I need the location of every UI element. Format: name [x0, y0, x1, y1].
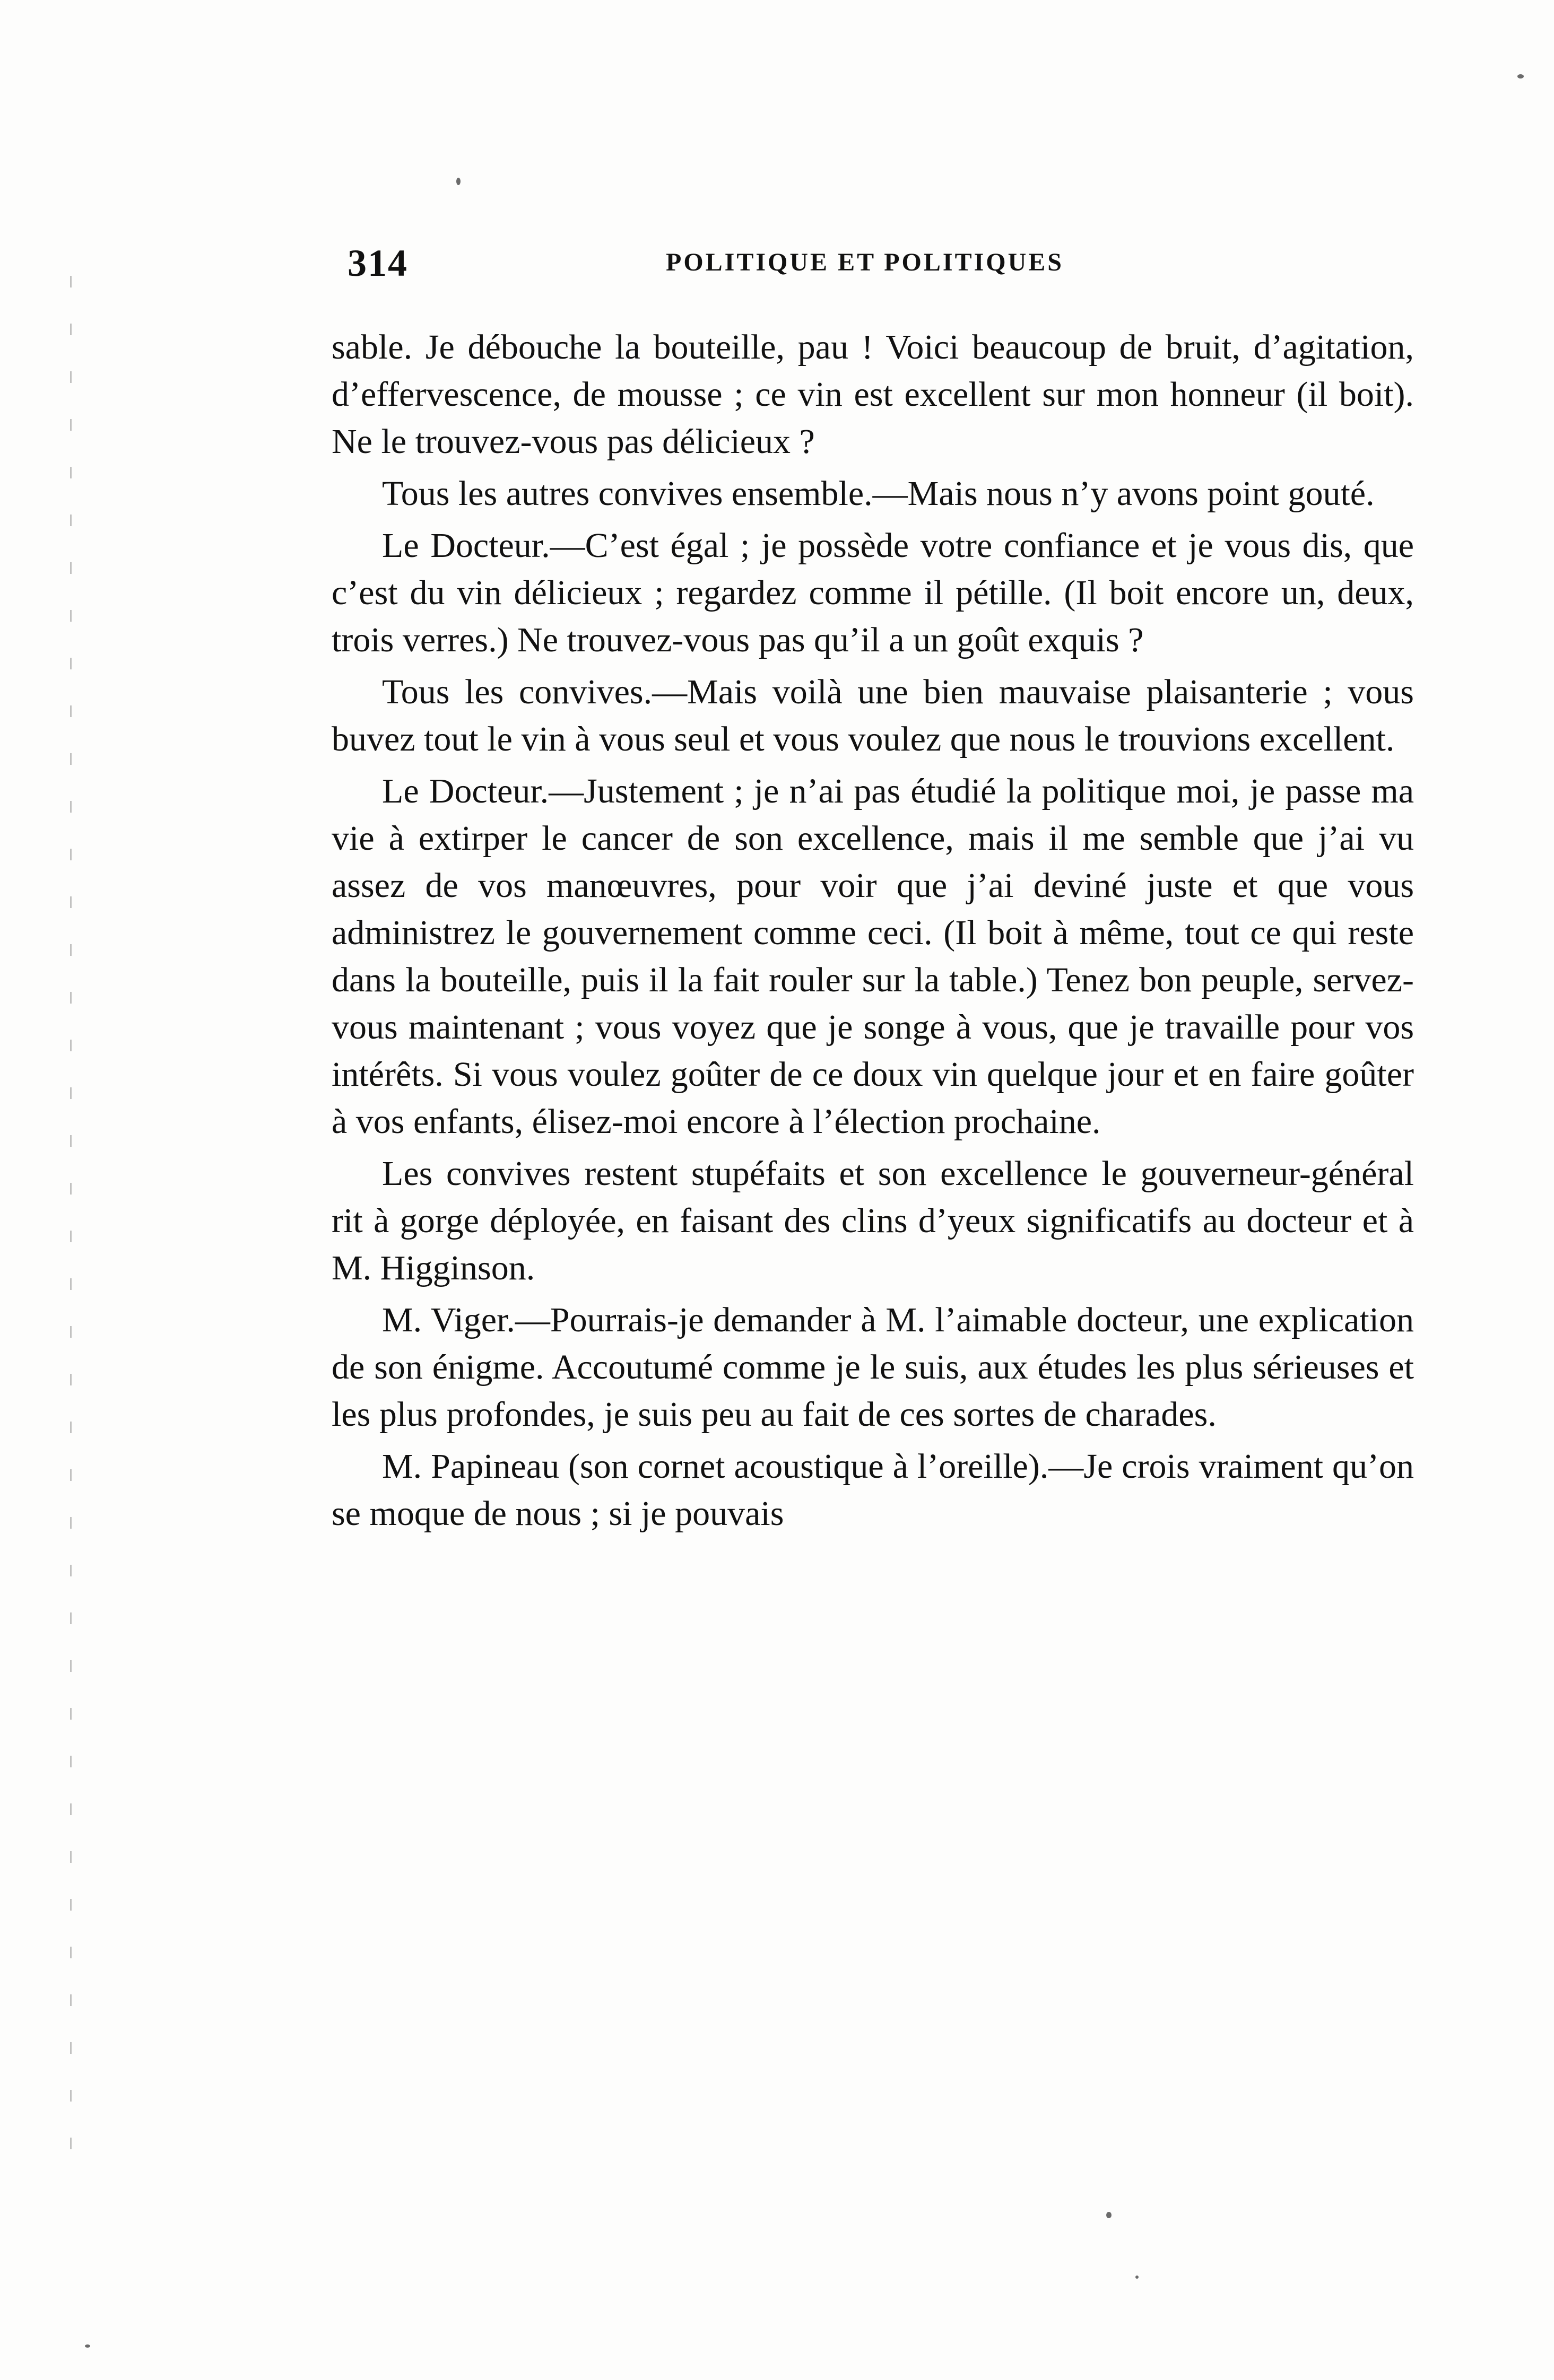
scan-speck [1517, 74, 1524, 79]
paragraph-papineau: M. Papineau (son cornet acoustique à l’oreille).—Je crois vraiment qu’on se moque de nous ; si je pouvais [332, 1447, 1414, 1533]
paragraph-convives-ensemble: Tous les autres convives ensemble.—Mais nous n’y avons point gouté. [382, 474, 1375, 513]
page-header [348, 241, 1414, 300]
scan-speck [85, 2344, 90, 2348]
scan-speck [1106, 2212, 1112, 2218]
body-text [332, 324, 1414, 1537]
running-head: POLITIQUE ET POLITIQUES [666, 248, 1064, 276]
paragraph-docteur-2: Le Docteur.—Justement ; je n’ai pas étudié la politique moi, je passe ma vie à extirper le cancer de son excellence, mais il me semble que j’ai vu assez de vos manœuvres, pour voir que j’ai deviné juste et que vous administrez le gouvernement comme ceci. (Il boit à même, tout ce qui reste dans la bouteille, puis il la fait rouler sur la table.) Tenez bon peuple, servez-vous maintenant ; vous voyez que je songe à vous, que je travaille pour vos intérêts. Si vous voulez goûter de ce doux vin quelque jour et en faire goûter à vos enfants, élisez-moi encore à l’élection prochaine. [332, 772, 1414, 1141]
paragraph-convives: Tous les convives.—Mais voilà une bien mauvaise plaisanterie ; vous buvez tout le vin à vous seul et vous voulez que nous le trouvions excellent. [332, 673, 1414, 759]
scan-speck [456, 178, 461, 185]
paragraph-docteur-1: Le Docteur.—C’est égal ; je possède votre confiance et je vous dis, que c’est du vin délicieux ; regardez comme il pétille. (Il boit encore un, deux, trois verres.) Ne trouvez-vous pas qu’il a un goût exquis ? [332, 526, 1414, 659]
page-number: 314 [348, 242, 408, 284]
scan-edge-line [70, 276, 72, 2154]
paragraph-viger: M. Viger.—Pourrais-je demander à M. l’aimable docteur, une explication de son énigme. Accoutumé comme je le suis, aux études les plus sérieuses et les plus profondes, je suis peu au fait de ces sortes de charades. [332, 1301, 1414, 1434]
paragraph-narration: Les convives restent stupéfaits et son excellence le gouverneur-général rit à gorge déployée, en faisant des clins d’yeux significatifs au docteur et à M. Higginson. [332, 1154, 1414, 1287]
scan-speck [1135, 2276, 1139, 2279]
paragraph-continuation: sable. Je débouche la bouteille, pau ! Voici beaucoup de bruit, d’agitation, d’effervescence, de mousse ; ce vin est excellent sur mon honneur (il boit). Ne le trouvez-vous pas délicieux ? [332, 328, 1414, 461]
